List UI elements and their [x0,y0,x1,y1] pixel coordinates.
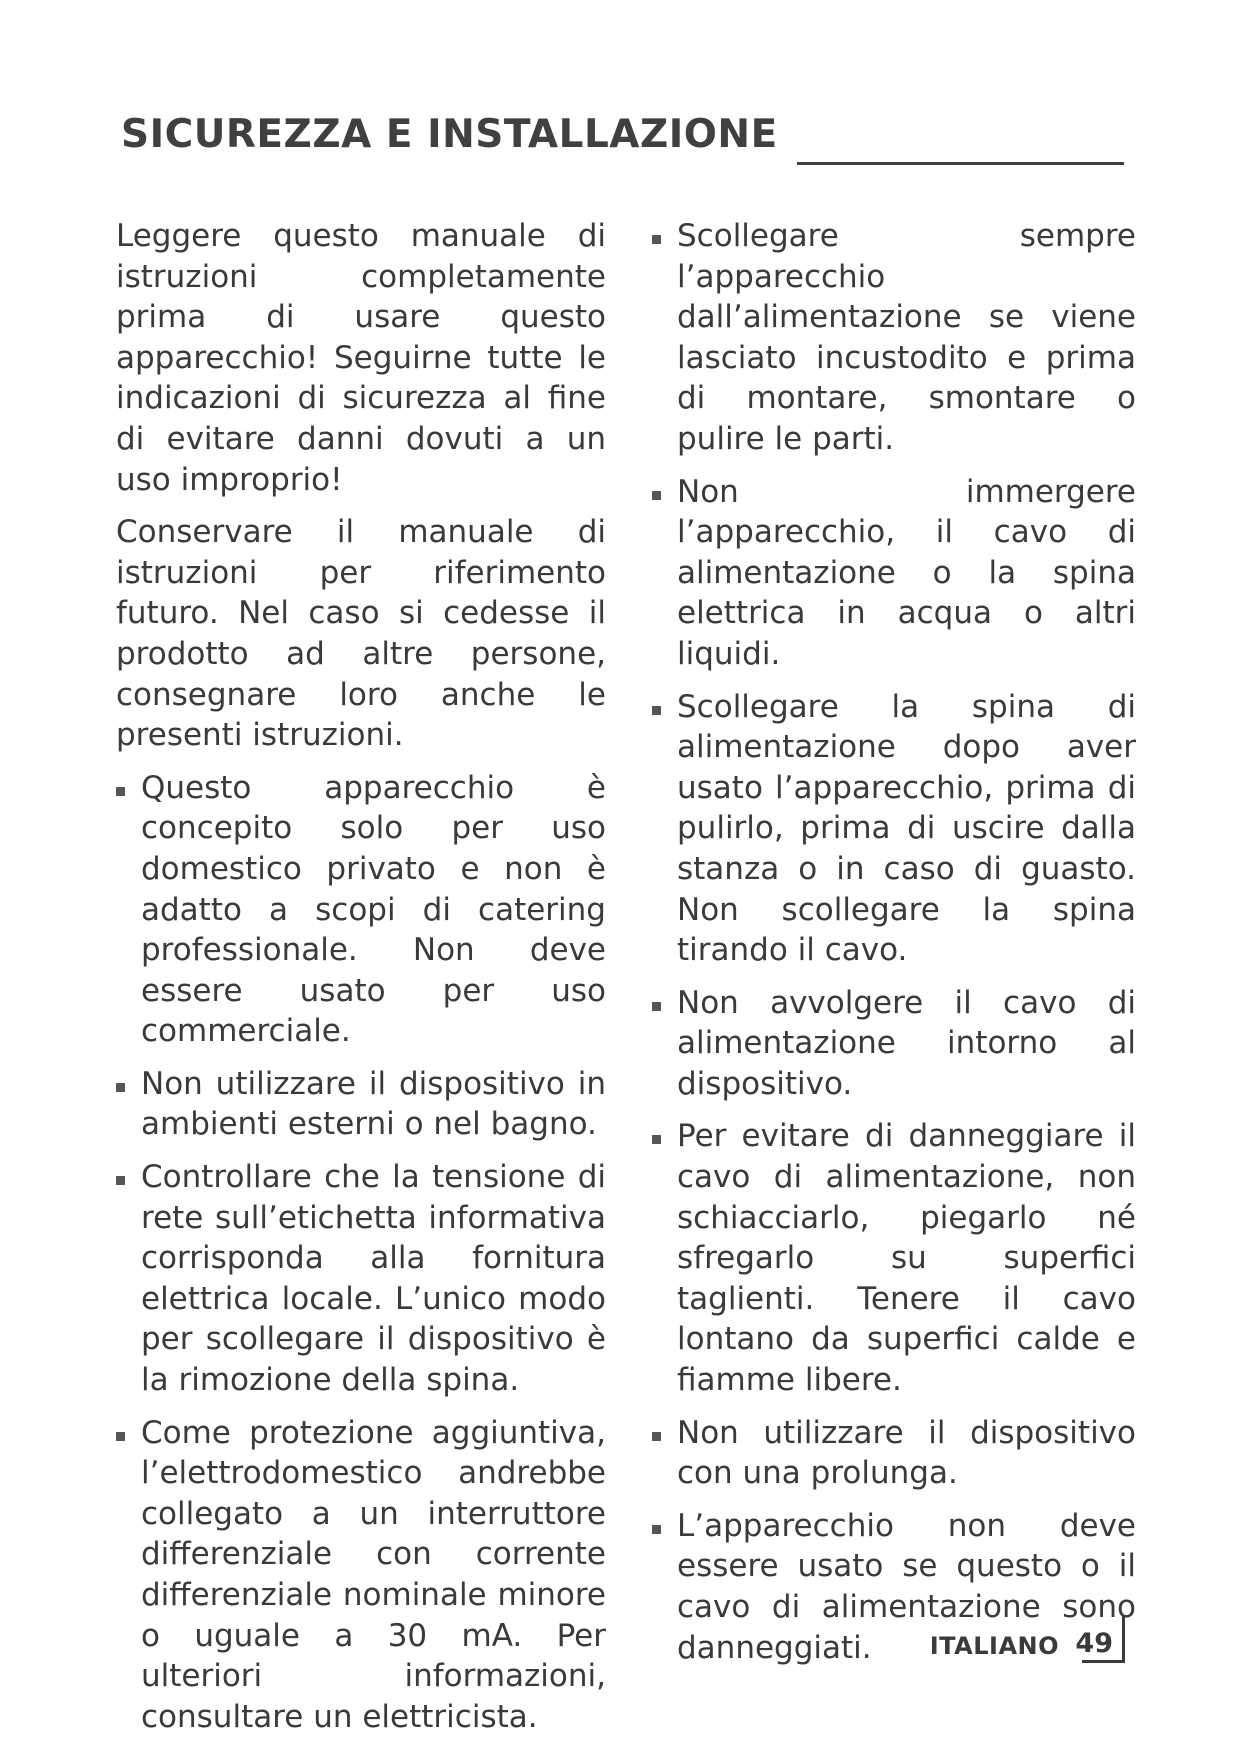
left-column [116,216,606,1749]
list-item-text: Scollegare sempre l’apparecchio dall’alimentazione se viene lasciato incustodito e prima di montare, smontare o pulire le parti. [677,218,1136,457]
safety-list-right [652,216,1136,1668]
list-item-text: L’apparecchio non deve essere usato se questo o il cavo di alimentazione sono danneggiati. [677,1507,1136,1666]
list-item [652,1506,1136,1668]
list-item [652,1413,1136,1494]
page-number-bracket [1082,1616,1125,1663]
square-bullet-icon [116,1176,125,1185]
list-item [116,1064,606,1145]
right-column [652,216,1136,1680]
list-item-text: Questo apparecchio è concepito solo per uso domestico privato e non è adatto a scopi di catering professionale. Non deve essere usato per uso commerciale. [141,769,606,1050]
list-item [652,1116,1136,1400]
square-bullet-icon [116,1083,125,1092]
square-bullet-icon [652,491,661,500]
list-item-text: Non utilizzare il dispositivo con una prolunga. [677,1414,1136,1492]
intro-paragraph: Conservare il manuale di istruzioni per riferimento futuro. Nel caso si cedesse il prodotto ad altre persone, consegnare loro anche le presenti istruzioni. [116,514,606,754]
list-item-text: Come protezione aggiuntiva, l’elettrodomestico andrebbe collegato a un interruttore differenziale con corrente differenziale nominale minore o uguale a 30 mA. Per ulteriori informazioni, consultare un elettricista. [141,1414,606,1735]
list-item [116,768,606,1052]
intro-paragraph: Leggere questo manuale di istruzioni completamente prima di usare questo apparecchio! Seguirne tutte le indicazioni di sicurezza al fine di evitare danni dovuti a un uso improprio! [116,218,606,498]
square-bullet-icon [652,235,661,244]
list-item [652,472,1136,675]
square-bullet-icon [116,787,125,796]
safety-list-left [116,768,606,1738]
footer-language: ITALIANO [929,1632,1059,1660]
square-bullet-icon [652,1002,661,1011]
list-item-text: Non avvolgere il cavo di alimentazione intorno al dispositivo. [677,984,1136,1102]
list-item-text: Controllare che la tensione di rete sull’etichetta informativa corrisponda alla fornitura elettrica locale. L’unico modo per scollegare il dispositivo è la rimozione della spina. [141,1159,606,1399]
list-item [652,983,1136,1105]
list-item-text: Non utilizzare il dispositivo in ambienti esterni o nel bagno. [141,1065,606,1143]
list-item-text: Scollegare la spina di alimentazione dopo aver usato l’apparecchio, prima di pulirlo, prima di uscire dalla stanza o in caso di guasto. Non scollegare la spina tirando il cavo. [677,688,1136,969]
square-bullet-icon [652,706,661,715]
square-bullet-icon [652,1432,661,1441]
page-title: SICUREZZA E INSTALLAZIONE [121,112,778,157]
list-item-text: Non immergere l’apparecchio, il cavo di alimentazione o la spina elettrica in acqua o altri liquidi. [677,473,1136,672]
page-number: 49 [1075,1628,1113,1659]
page-header [121,112,1131,172]
square-bullet-icon [652,1525,661,1534]
square-bullet-icon [652,1135,661,1144]
list-item [116,1157,606,1401]
list-item [652,687,1136,971]
title-rule [797,162,1124,165]
list-item [116,1413,606,1738]
list-item [652,216,1136,460]
square-bullet-icon [116,1432,125,1441]
list-item-text: Per evitare di danneggiare il cavo di alimentazione, non schiacciarlo, piegarlo né sfregarlo su superfici taglienti. Tenere il cavo lontano da superfici calde e fiamme libere. [677,1118,1136,1399]
